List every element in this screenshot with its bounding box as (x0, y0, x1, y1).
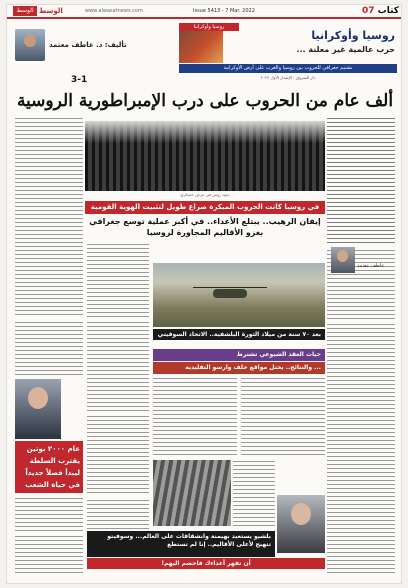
photo-caption: جنود روس في عرض عسكري (180, 192, 230, 197)
text-column (153, 377, 237, 457)
text-column (87, 243, 149, 317)
pull-quote: عام ٢٠٠٠ بوتين يقترب السلطة ليبدأ فصلاً جديداً في حياة الشعب (15, 441, 83, 493)
issue-info: Issue 5413 - 7 Mar. 2022 (193, 8, 255, 14)
text-column (87, 415, 149, 495)
banner-strip: تشتيم جغرافي للحروب بين روسيا والغرب على أرض الأوكرانية (179, 64, 397, 73)
newspaper-logo: الوسط (13, 6, 37, 16)
banner-publisher: دار الشروق - الإصدار الأول ٢٠٢٢ (260, 75, 316, 80)
bottom-dark-heading: بلشيو يستعيد بهيمنة وانشقاقات على العالم... وسوفيتو تتهيج لأعلى الأقاليم.. إنا لم تستطع (87, 531, 275, 557)
helicopter-photo (153, 263, 325, 327)
text-column (241, 377, 325, 457)
text-column (233, 460, 275, 526)
newspaper-page (6, 4, 402, 584)
section-dark-heading: بعد ٧٠ سنة من ميلاد الثورة البلشفية.. الاتحاد السوفيتي يشهد زلزالاً (153, 329, 325, 340)
section-purple-heading: حيات العقد الشيوعي تشترط (153, 349, 325, 361)
soldiers-photo (85, 121, 325, 191)
columnist-name: عاطف معتمد (357, 263, 385, 269)
book-banner (13, 23, 397, 85)
book-cover-image (179, 29, 223, 63)
section-tag (362, 5, 399, 17)
banner-title: روسيا وأوكرانيا (311, 29, 395, 42)
text-column (87, 321, 149, 411)
series-number: 3-1 (71, 75, 88, 85)
text-column (15, 535, 83, 575)
author-label: تأليف: د. عاطف معتمد (49, 41, 127, 49)
section-name: كتاب (377, 6, 399, 16)
main-headline: ألف عام من الحروب على درب الإمبراطورية الروسية (16, 91, 394, 111)
intro-column (327, 117, 395, 243)
putin-photo (15, 379, 61, 439)
section-subheading: إيفان الرهيب.. يبتلع الأعداء.. في أكبر عملية توسع جغرافي بغزو الأقاليم المجاورة لروسيا (89, 217, 321, 237)
banner-red-label: روسيا وأوكرانيا (179, 23, 239, 31)
text-column (15, 497, 83, 531)
website-url: www.alwasatnews.com (85, 8, 143, 14)
author-photo (15, 29, 45, 61)
columnist-photo (331, 247, 355, 273)
page-header (7, 5, 402, 19)
crowd-photo (153, 460, 231, 526)
text-column (327, 323, 395, 575)
gorbachev-photo (277, 495, 325, 553)
newspaper-name: الوسط (39, 7, 63, 15)
text-column (87, 499, 149, 529)
page-number: 07 (361, 6, 375, 16)
section-red-heading: في روسيا كانت الحروب المبكرة صراع طويل لتثبيت الهوية القومية (85, 201, 325, 214)
text-column (15, 321, 83, 375)
section-red-subheading: ... والنتائج.. يحتل مواقع حلف وارسو التقليدية (153, 362, 325, 374)
banner-subtitle: ... حرب عالمية غير معلنة (296, 45, 395, 54)
text-column (15, 117, 83, 317)
bottom-red-heading: أن تقهر أعداءك فاحضم اليهم! (87, 558, 325, 569)
